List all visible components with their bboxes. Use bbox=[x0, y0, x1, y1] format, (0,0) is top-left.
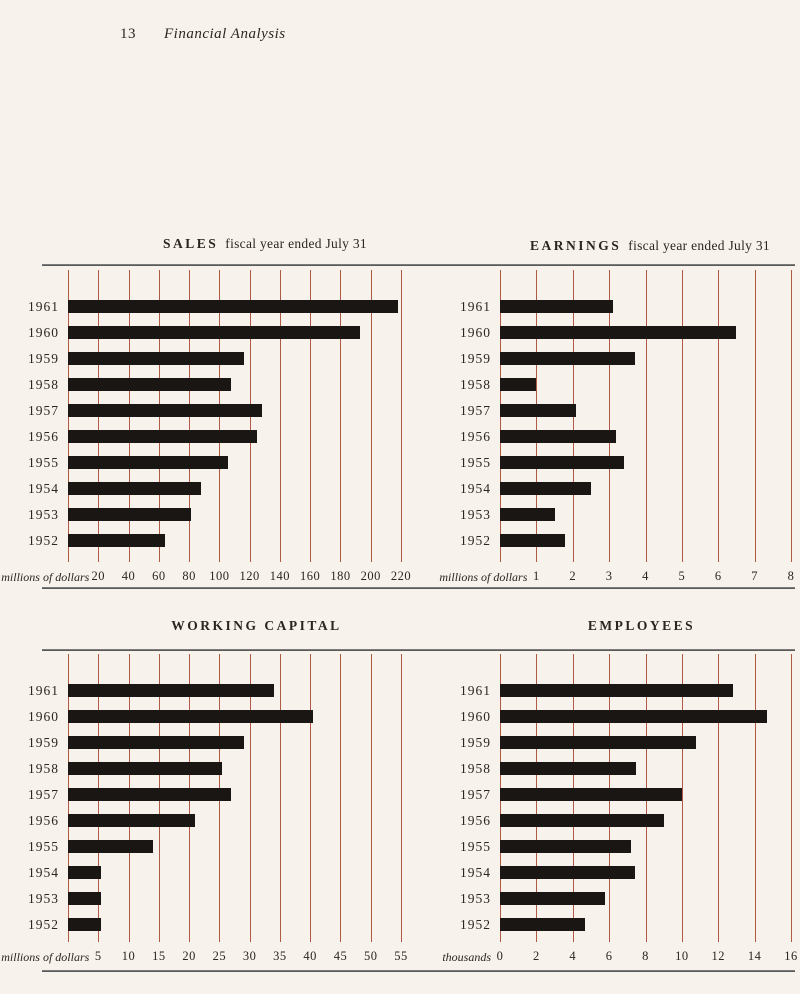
earnings-tick-label: 3 bbox=[605, 569, 613, 583]
earnings-data-bar bbox=[500, 456, 624, 469]
working-capital-plot bbox=[28, 654, 401, 942]
employees-tick-label: 0 bbox=[496, 949, 504, 963]
working-capital-data-bar bbox=[68, 762, 222, 775]
earnings-data-bar bbox=[500, 300, 613, 313]
working-capital-bar-row bbox=[28, 886, 401, 912]
employees-tick-label: 6 bbox=[605, 949, 613, 963]
sales-title bbox=[95, 236, 435, 252]
employees-data-bar bbox=[500, 736, 696, 749]
year-label: 1952 bbox=[28, 533, 59, 548]
year-label: 1954 bbox=[460, 865, 491, 880]
earnings-data-bar bbox=[500, 378, 536, 391]
earnings-tick-label: 5 bbox=[678, 569, 686, 583]
sales-data-bar bbox=[68, 352, 244, 365]
earnings-data-bar bbox=[500, 404, 576, 417]
year-label: 1957 bbox=[460, 787, 491, 802]
year-label: 1959 bbox=[460, 735, 491, 750]
employees-bar-row bbox=[460, 678, 791, 704]
earnings-gridline bbox=[791, 270, 792, 562]
earnings-bar-row bbox=[460, 528, 791, 554]
year-label: 1952 bbox=[460, 533, 491, 548]
working-capital-tick-label: 35 bbox=[273, 949, 287, 963]
earnings-tick-label: 6 bbox=[714, 569, 722, 583]
year-label: 1957 bbox=[28, 787, 59, 802]
earnings-data-bar bbox=[500, 352, 635, 365]
working-capital-bar-row bbox=[28, 912, 401, 938]
sales-data-bar bbox=[68, 508, 191, 521]
working-capital-bar-row bbox=[28, 860, 401, 886]
sales-title-text: SALES bbox=[163, 236, 219, 251]
earnings-bar-row bbox=[460, 450, 791, 476]
working-capital-tick-label: 55 bbox=[394, 949, 408, 963]
sales-plot bbox=[28, 270, 401, 562]
year-label: 1953 bbox=[460, 891, 491, 906]
working-capital-data-bar bbox=[68, 840, 153, 853]
working-capital-data-bar bbox=[68, 710, 313, 723]
sales-subtitle: fiscal year ended July 31 bbox=[225, 236, 367, 251]
employees-title-text: EMPLOYEES bbox=[587, 618, 696, 633]
year-label: 1961 bbox=[28, 683, 59, 698]
sales-data-bar bbox=[68, 482, 201, 495]
sales-bar-row bbox=[28, 346, 401, 372]
sales-bar-row bbox=[28, 476, 401, 502]
sales-tick-label: 180 bbox=[330, 569, 351, 583]
year-label: 1953 bbox=[28, 891, 59, 906]
year-label: 1956 bbox=[460, 429, 491, 444]
earnings-data-bar bbox=[500, 430, 616, 443]
employees-tick-label: 14 bbox=[747, 949, 762, 963]
year-label: 1958 bbox=[28, 377, 59, 392]
employees-tick-label: 4 bbox=[569, 949, 577, 963]
year-label: 1961 bbox=[28, 299, 59, 314]
earnings-data-bar bbox=[500, 326, 736, 339]
year-label: 1955 bbox=[460, 455, 491, 470]
sales-data-bar bbox=[68, 534, 165, 547]
year-label: 1956 bbox=[460, 813, 491, 828]
working-capital-data-bar bbox=[68, 684, 274, 697]
employees-tick-label: 16 bbox=[784, 949, 798, 963]
employees-title bbox=[480, 618, 800, 634]
year-label: 1954 bbox=[28, 865, 59, 880]
employees-data-bar bbox=[500, 918, 585, 931]
sales-bar-row bbox=[28, 502, 401, 528]
earnings-tick-label: 8 bbox=[787, 569, 795, 583]
sales-data-bar bbox=[68, 300, 398, 313]
sales-unit-label: millions of dollars bbox=[1, 570, 90, 584]
sales-data-bar bbox=[68, 326, 360, 339]
year-label: 1958 bbox=[460, 377, 491, 392]
earnings-bar-row bbox=[460, 346, 791, 372]
earnings-bar-row bbox=[460, 502, 791, 528]
employees-bar-row bbox=[460, 886, 791, 912]
sales-bar-row bbox=[28, 528, 401, 554]
employees-data-bar bbox=[500, 762, 636, 775]
earnings-tick-label: 7 bbox=[751, 569, 758, 583]
employees-data-bar bbox=[500, 866, 635, 879]
earnings-bar-row bbox=[460, 372, 791, 398]
working-capital-title bbox=[90, 618, 430, 634]
working-capital-data-bar bbox=[68, 736, 244, 749]
employees-data-bar bbox=[500, 840, 631, 853]
working-capital-axis bbox=[1, 946, 408, 968]
earnings-axis bbox=[439, 566, 795, 588]
earnings-title-text: EARNINGS bbox=[530, 238, 622, 253]
sales-tick-label: 80 bbox=[182, 569, 196, 583]
top-section-rule bbox=[42, 264, 795, 266]
working-capital-data-bar bbox=[68, 788, 231, 801]
employees-bar-row bbox=[460, 730, 791, 756]
employees-chart bbox=[438, 654, 800, 968]
sales-bar-row bbox=[28, 424, 401, 450]
year-label: 1959 bbox=[460, 351, 491, 366]
sales-tick-label: 220 bbox=[390, 569, 412, 583]
employees-bar-row bbox=[460, 808, 791, 834]
sales-data-bar bbox=[68, 430, 257, 443]
sales-tick-label: 160 bbox=[300, 569, 321, 583]
employees-gridline bbox=[791, 654, 792, 942]
working-capital-title-text: WORKING CAPITAL bbox=[171, 618, 342, 633]
working-capital-bar-row bbox=[28, 756, 401, 782]
earnings-bar-row bbox=[460, 424, 791, 450]
working-capital-bar-row bbox=[28, 834, 401, 860]
year-label: 1960 bbox=[28, 709, 59, 724]
year-label: 1953 bbox=[460, 507, 491, 522]
sales-chart bbox=[0, 270, 430, 588]
year-label: 1953 bbox=[28, 507, 59, 522]
employees-tick-label: 8 bbox=[642, 949, 649, 963]
working-capital-tick-label: 15 bbox=[152, 949, 166, 963]
year-label: 1958 bbox=[460, 761, 491, 776]
working-capital-tick-label: 30 bbox=[242, 949, 257, 963]
sales-gridline bbox=[401, 270, 402, 562]
earnings-subtitle: fiscal year ended July 31 bbox=[628, 238, 770, 253]
sales-bar-row bbox=[28, 320, 401, 346]
employees-data-bar bbox=[500, 788, 682, 801]
employees-tick-label: 12 bbox=[711, 949, 725, 963]
sales-bar-row bbox=[28, 450, 401, 476]
earnings-bar-row bbox=[460, 294, 791, 320]
year-label: 1952 bbox=[28, 917, 59, 932]
sales-axis bbox=[1, 566, 412, 588]
sales-tick-label: 20 bbox=[91, 569, 106, 583]
employees-bar-row bbox=[460, 912, 791, 938]
employees-bar-row bbox=[460, 756, 791, 782]
working-capital-tick-label: 10 bbox=[121, 949, 136, 963]
employees-bar-row bbox=[460, 782, 791, 808]
earnings-data-bar bbox=[500, 482, 591, 495]
year-label: 1960 bbox=[460, 325, 491, 340]
working-capital-unit-label: millions of dollars bbox=[1, 950, 90, 964]
employees-data-bar bbox=[500, 814, 664, 827]
bottom-rule bbox=[42, 970, 795, 972]
year-label: 1955 bbox=[28, 455, 59, 470]
sales-tick-label: 140 bbox=[269, 569, 291, 583]
year-label: 1957 bbox=[28, 403, 59, 418]
sales-tick-label: 60 bbox=[152, 569, 166, 583]
working-capital-data-bar bbox=[68, 918, 101, 931]
sales-tick-label: 120 bbox=[239, 569, 260, 583]
employees-bar-row bbox=[460, 834, 791, 860]
earnings-tick-label: 2 bbox=[569, 569, 577, 583]
employees-bar-row bbox=[460, 704, 791, 730]
earnings-bar-row bbox=[460, 476, 791, 502]
working-capital-chart bbox=[0, 654, 430, 968]
working-capital-tick-label: 45 bbox=[333, 949, 348, 963]
working-capital-bar-row bbox=[28, 678, 401, 704]
year-label: 1961 bbox=[460, 683, 491, 698]
sales-bar-row bbox=[28, 398, 401, 424]
earnings-tick-label: 4 bbox=[642, 569, 649, 583]
earnings-title bbox=[485, 238, 800, 254]
working-capital-bar-row bbox=[28, 808, 401, 834]
year-label: 1955 bbox=[28, 839, 59, 854]
working-capital-tick-label: 5 bbox=[94, 949, 102, 963]
year-label: 1957 bbox=[460, 403, 491, 418]
year-label: 1960 bbox=[460, 709, 491, 724]
working-capital-tick-label: 40 bbox=[303, 949, 317, 963]
working-capital-gridline bbox=[401, 654, 402, 942]
sales-data-bar bbox=[68, 456, 228, 469]
employees-axis bbox=[442, 946, 798, 968]
employees-unit-label: thousands bbox=[442, 950, 491, 964]
year-label: 1954 bbox=[28, 481, 59, 496]
sales-tick-label: 40 bbox=[121, 569, 136, 583]
year-label: 1955 bbox=[460, 839, 491, 854]
earnings-chart bbox=[438, 270, 800, 588]
working-capital-data-bar bbox=[68, 892, 101, 905]
year-label: 1960 bbox=[28, 325, 59, 340]
earnings-plot bbox=[460, 270, 791, 562]
employees-data-bar bbox=[500, 892, 605, 905]
sales-bar-row bbox=[28, 294, 401, 320]
employees-tick-label: 10 bbox=[675, 949, 689, 963]
page-header bbox=[120, 26, 286, 43]
year-label: 1959 bbox=[28, 735, 59, 750]
working-capital-tick-label: 50 bbox=[363, 949, 378, 963]
earnings-bar-row bbox=[460, 398, 791, 424]
working-capital-tick-label: 25 bbox=[212, 949, 227, 963]
year-label: 1961 bbox=[460, 299, 491, 314]
earnings-bar-row bbox=[460, 320, 791, 346]
sales-tick-label: 200 bbox=[360, 569, 381, 583]
sales-data-bar bbox=[68, 378, 231, 391]
page-number: 13 bbox=[120, 26, 136, 42]
sales-bar-row bbox=[28, 372, 401, 398]
working-capital-tick-label: 20 bbox=[182, 949, 196, 963]
earnings-unit-label: millions of dollars bbox=[439, 570, 528, 584]
working-capital-data-bar bbox=[68, 866, 101, 879]
year-label: 1954 bbox=[460, 481, 491, 496]
employees-plot bbox=[460, 654, 791, 942]
employees-bar-row bbox=[460, 860, 791, 886]
working-capital-bar-row bbox=[28, 730, 401, 756]
working-capital-data-bar bbox=[68, 814, 195, 827]
lower-section-rule bbox=[42, 649, 795, 651]
working-capital-bar-row bbox=[28, 704, 401, 730]
year-label: 1956 bbox=[28, 813, 59, 828]
earnings-data-bar bbox=[500, 534, 565, 547]
year-label: 1959 bbox=[28, 351, 59, 366]
employees-data-bar bbox=[500, 684, 733, 697]
year-label: 1958 bbox=[28, 761, 59, 776]
employees-data-bar bbox=[500, 710, 767, 723]
earnings-tick-label: 1 bbox=[533, 569, 540, 583]
page-title: Financial Analysis bbox=[164, 26, 286, 42]
year-label: 1952 bbox=[460, 917, 491, 932]
earnings-data-bar bbox=[500, 508, 555, 521]
sales-tick-label: 100 bbox=[209, 569, 230, 583]
year-label: 1956 bbox=[28, 429, 59, 444]
working-capital-bar-row bbox=[28, 782, 401, 808]
employees-tick-label: 2 bbox=[533, 949, 540, 963]
sales-data-bar bbox=[68, 404, 262, 417]
